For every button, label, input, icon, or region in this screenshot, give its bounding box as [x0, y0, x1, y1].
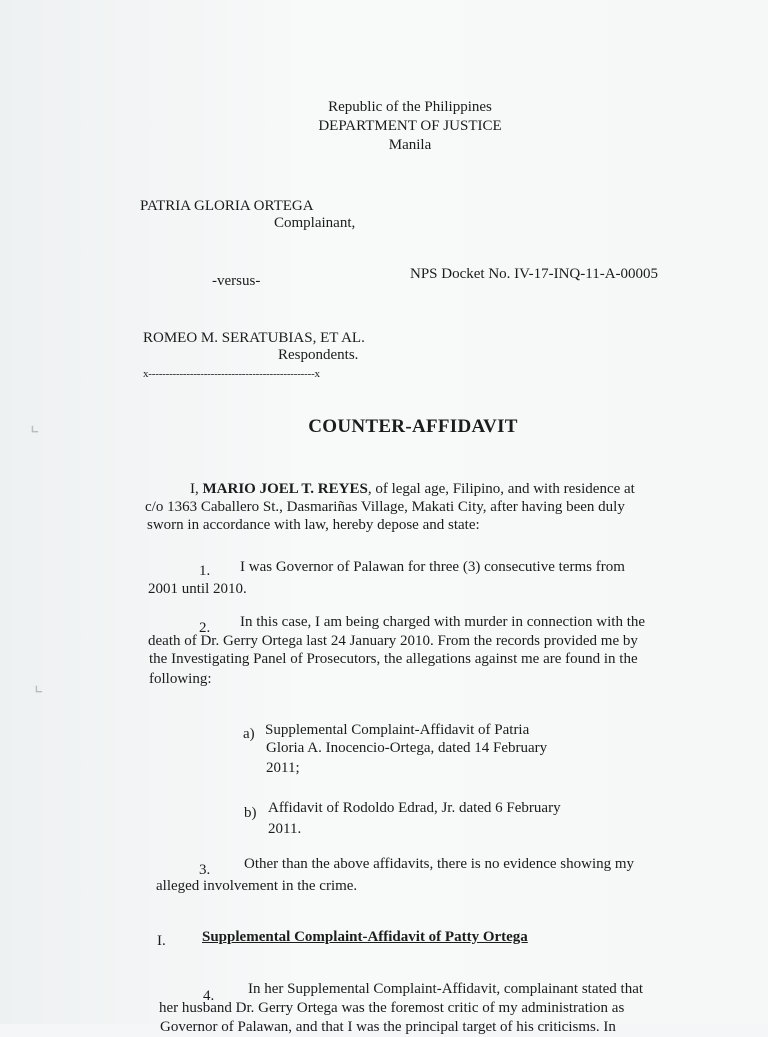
caption-separator: x------------------------------------------------x	[143, 368, 320, 380]
respondent-role: Respondents.	[278, 347, 359, 363]
para-1-line-2: 2001 until 2010.	[148, 581, 247, 597]
para-3-line-1: Other than the above affidavits, there is no evidence showing my	[244, 856, 635, 872]
intro-prefix: I,	[190, 481, 203, 497]
item-b-label: b)	[244, 805, 257, 821]
intro-line-1-rest: , of legal age, Filipino, and with residence at	[367, 481, 635, 497]
para-4-line-1: In her Supplemental Complaint-Affidavit, complainant stated that	[248, 981, 644, 997]
para-3-line-2: alleged involvement in the crime.	[156, 878, 358, 894]
intro-line-2: c/o 1363 Caballero St., Dasmariñas Village, Makati City, after having been duly	[145, 499, 625, 515]
para-1-line-1: I was Governor of Palawan for three (3) consecutive terms from	[240, 559, 625, 575]
respondent-name: ROMEO M. SERATUBIAS, ET AL.	[143, 330, 365, 346]
intro-line-1	[190, 480, 635, 499]
item-a-line-2: Gloria A. Inocencio-Ortega, dated 14 February	[266, 740, 548, 756]
scan-mark: ⌞	[30, 414, 40, 436]
intro-line-3: sworn in accordance with law, hereby depose and state:	[147, 517, 480, 533]
item-a-line-3: 2011;	[266, 760, 300, 776]
docket-number: NPS Docket No. IV-17-INQ-11-A-00005	[410, 266, 659, 282]
item-b-line-1: Affidavit of Rodoldo Edrad, Jr. dated 6 February	[268, 800, 561, 816]
para-4-line-2: her husband Dr. Gerry Ortega was the foremost critic of my administration as	[159, 1000, 625, 1016]
para-2-line-3: the Investigating Panel of Prosecutors, the allegations against me are found in the	[149, 651, 638, 667]
para-1-number: 1.	[199, 563, 211, 579]
para-4-number: 4.	[203, 988, 215, 1004]
item-b-line-2: 2011.	[268, 821, 302, 837]
para-4-line-3: Governor of Palawan, and that I was the principal target of his criticisms. In	[160, 1019, 616, 1035]
item-a-line-1: Supplemental Complaint-Affidavit of Patria	[265, 722, 530, 738]
item-a-label: a)	[243, 726, 255, 742]
document-header	[0, 98, 768, 155]
document-title: COUNTER-AFFIDAVIT	[308, 416, 518, 437]
para-2-line-4: following:	[149, 671, 212, 687]
scan-mark: ⌞	[34, 674, 44, 696]
para-2-line-2: death of Dr. Gerry Ortega last 24 January 2010. From the records provided me by	[148, 633, 638, 649]
header-department: DEPARTMENT OF JUSTICE	[318, 118, 502, 134]
section-1-number: I.	[157, 933, 166, 949]
section-1-heading: Supplemental Complaint-Affidavit of Patty Ortega	[202, 929, 528, 945]
header-city: Manila	[388, 137, 432, 153]
complainant-name: PATRIA GLORIA ORTEGA	[140, 198, 314, 214]
para-2-line-1: In this case, I am being charged with murder in connection with the	[240, 614, 646, 630]
para-3-number: 3.	[199, 862, 211, 878]
versus-label: -versus-	[212, 273, 261, 289]
affiant-name: MARIO JOEL T. REYES	[202, 481, 368, 497]
para-2-number: 2.	[199, 620, 211, 636]
complainant-role: Complainant,	[274, 215, 356, 231]
header-republic: Republic of the Philippines	[328, 99, 492, 115]
